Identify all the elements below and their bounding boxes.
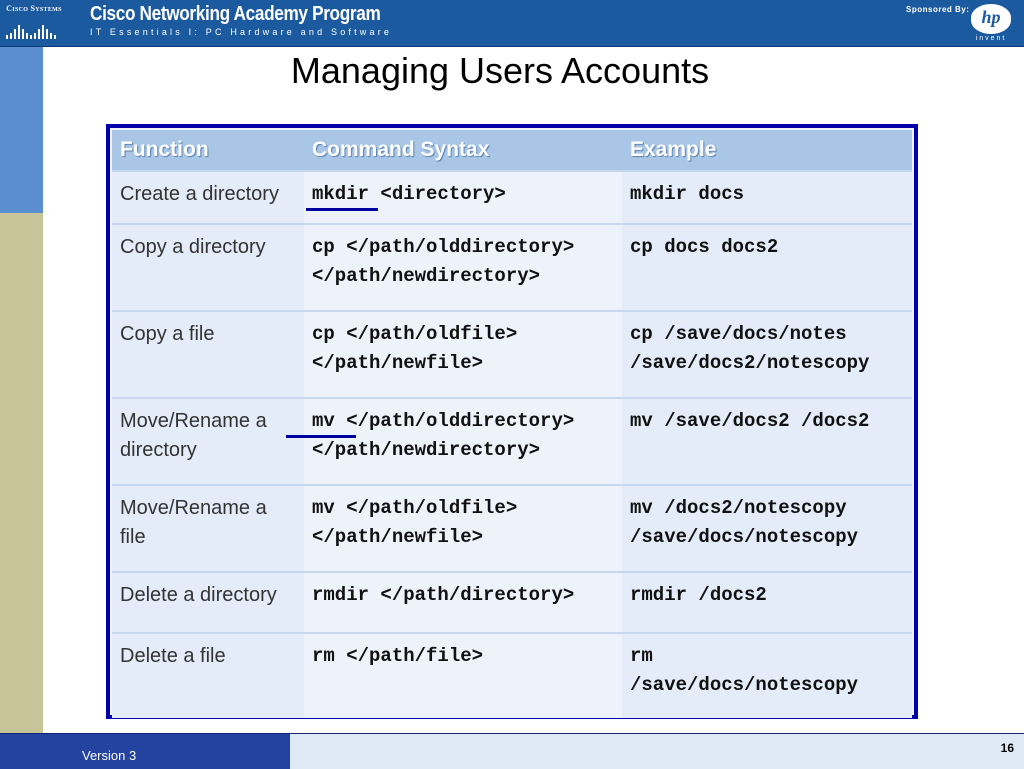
example-cell: mv /save/docs2 /docs2 [622,398,912,485]
header-function: Function [112,130,304,171]
function-cell: Copy a directory [112,224,304,311]
hp-logo-text: hp [981,7,1001,27]
function-cell: Copy a file [112,311,304,398]
command-table-frame [106,124,918,719]
table-row [112,224,912,311]
table-row [112,485,912,572]
table-header-row [112,130,912,171]
table-row [112,398,912,485]
table-row [112,633,912,718]
table-row [112,171,912,224]
footer-page-bar [290,733,1024,769]
example-cell: mv /docs2/notescopy /save/docs/notescopy [622,485,912,572]
cisco-systems-logo [4,4,64,42]
table-row [112,572,912,633]
cisco-bridge-icon [5,15,63,41]
footer-version-bar [0,733,290,769]
program-title: Cisco Networking Academy Program [90,3,381,25]
cisco-logo-word: Cisco Systems [6,4,62,13]
program-subtitle: IT Essentials I: PC Hardware and Software [90,27,393,37]
example-cell: mkdir docs [622,171,912,224]
syntax-cell: rmdir </path/directory> [304,572,622,633]
hp-tagline: invent [975,35,1007,42]
mv-underline [286,435,356,438]
syntax-cell: mkdir <directory> [304,171,622,224]
table-row [112,311,912,398]
syntax-cell: mv </path/oldfile> </path/newfile> [304,485,622,572]
syntax-cell: cp </path/oldfile> </path/newfile> [304,311,622,398]
function-cell: Create a directory [112,171,304,224]
version-label: Version 3 [82,748,137,763]
example-cell: cp docs docs2 [622,224,912,311]
mkdir-underline [306,208,378,211]
syntax-cell: rm </path/file> [304,633,622,718]
command-table [112,130,912,718]
function-cell: Move/Rename a directory [112,398,304,485]
page-number: 16 [1000,741,1014,755]
sponsored-label: Sponsored By: [906,5,970,14]
example-cell: cp /save/docs/notes /save/docs2/notescopy [622,311,912,398]
function-cell: Delete a directory [112,572,304,633]
header-banner [0,0,1024,47]
header-command-syntax: Command Syntax [304,130,622,171]
hp-logo [968,2,1014,44]
example-cell: rmdir /docs2 [622,572,912,633]
slide-title: Managing Users Accounts [290,50,710,91]
function-cell: Delete a file [112,633,304,718]
header-example: Example [622,130,912,171]
function-cell: Move/Rename a file [112,485,304,572]
side-stripe-khaki [0,213,43,733]
syntax-cell: cp </path/olddirectory> </path/newdirectory> [304,224,622,311]
example-cell: rm /save/docs/notescopy [622,633,912,718]
syntax-cell: mv </path/olddirectory> </path/newdirectory> [304,398,622,485]
